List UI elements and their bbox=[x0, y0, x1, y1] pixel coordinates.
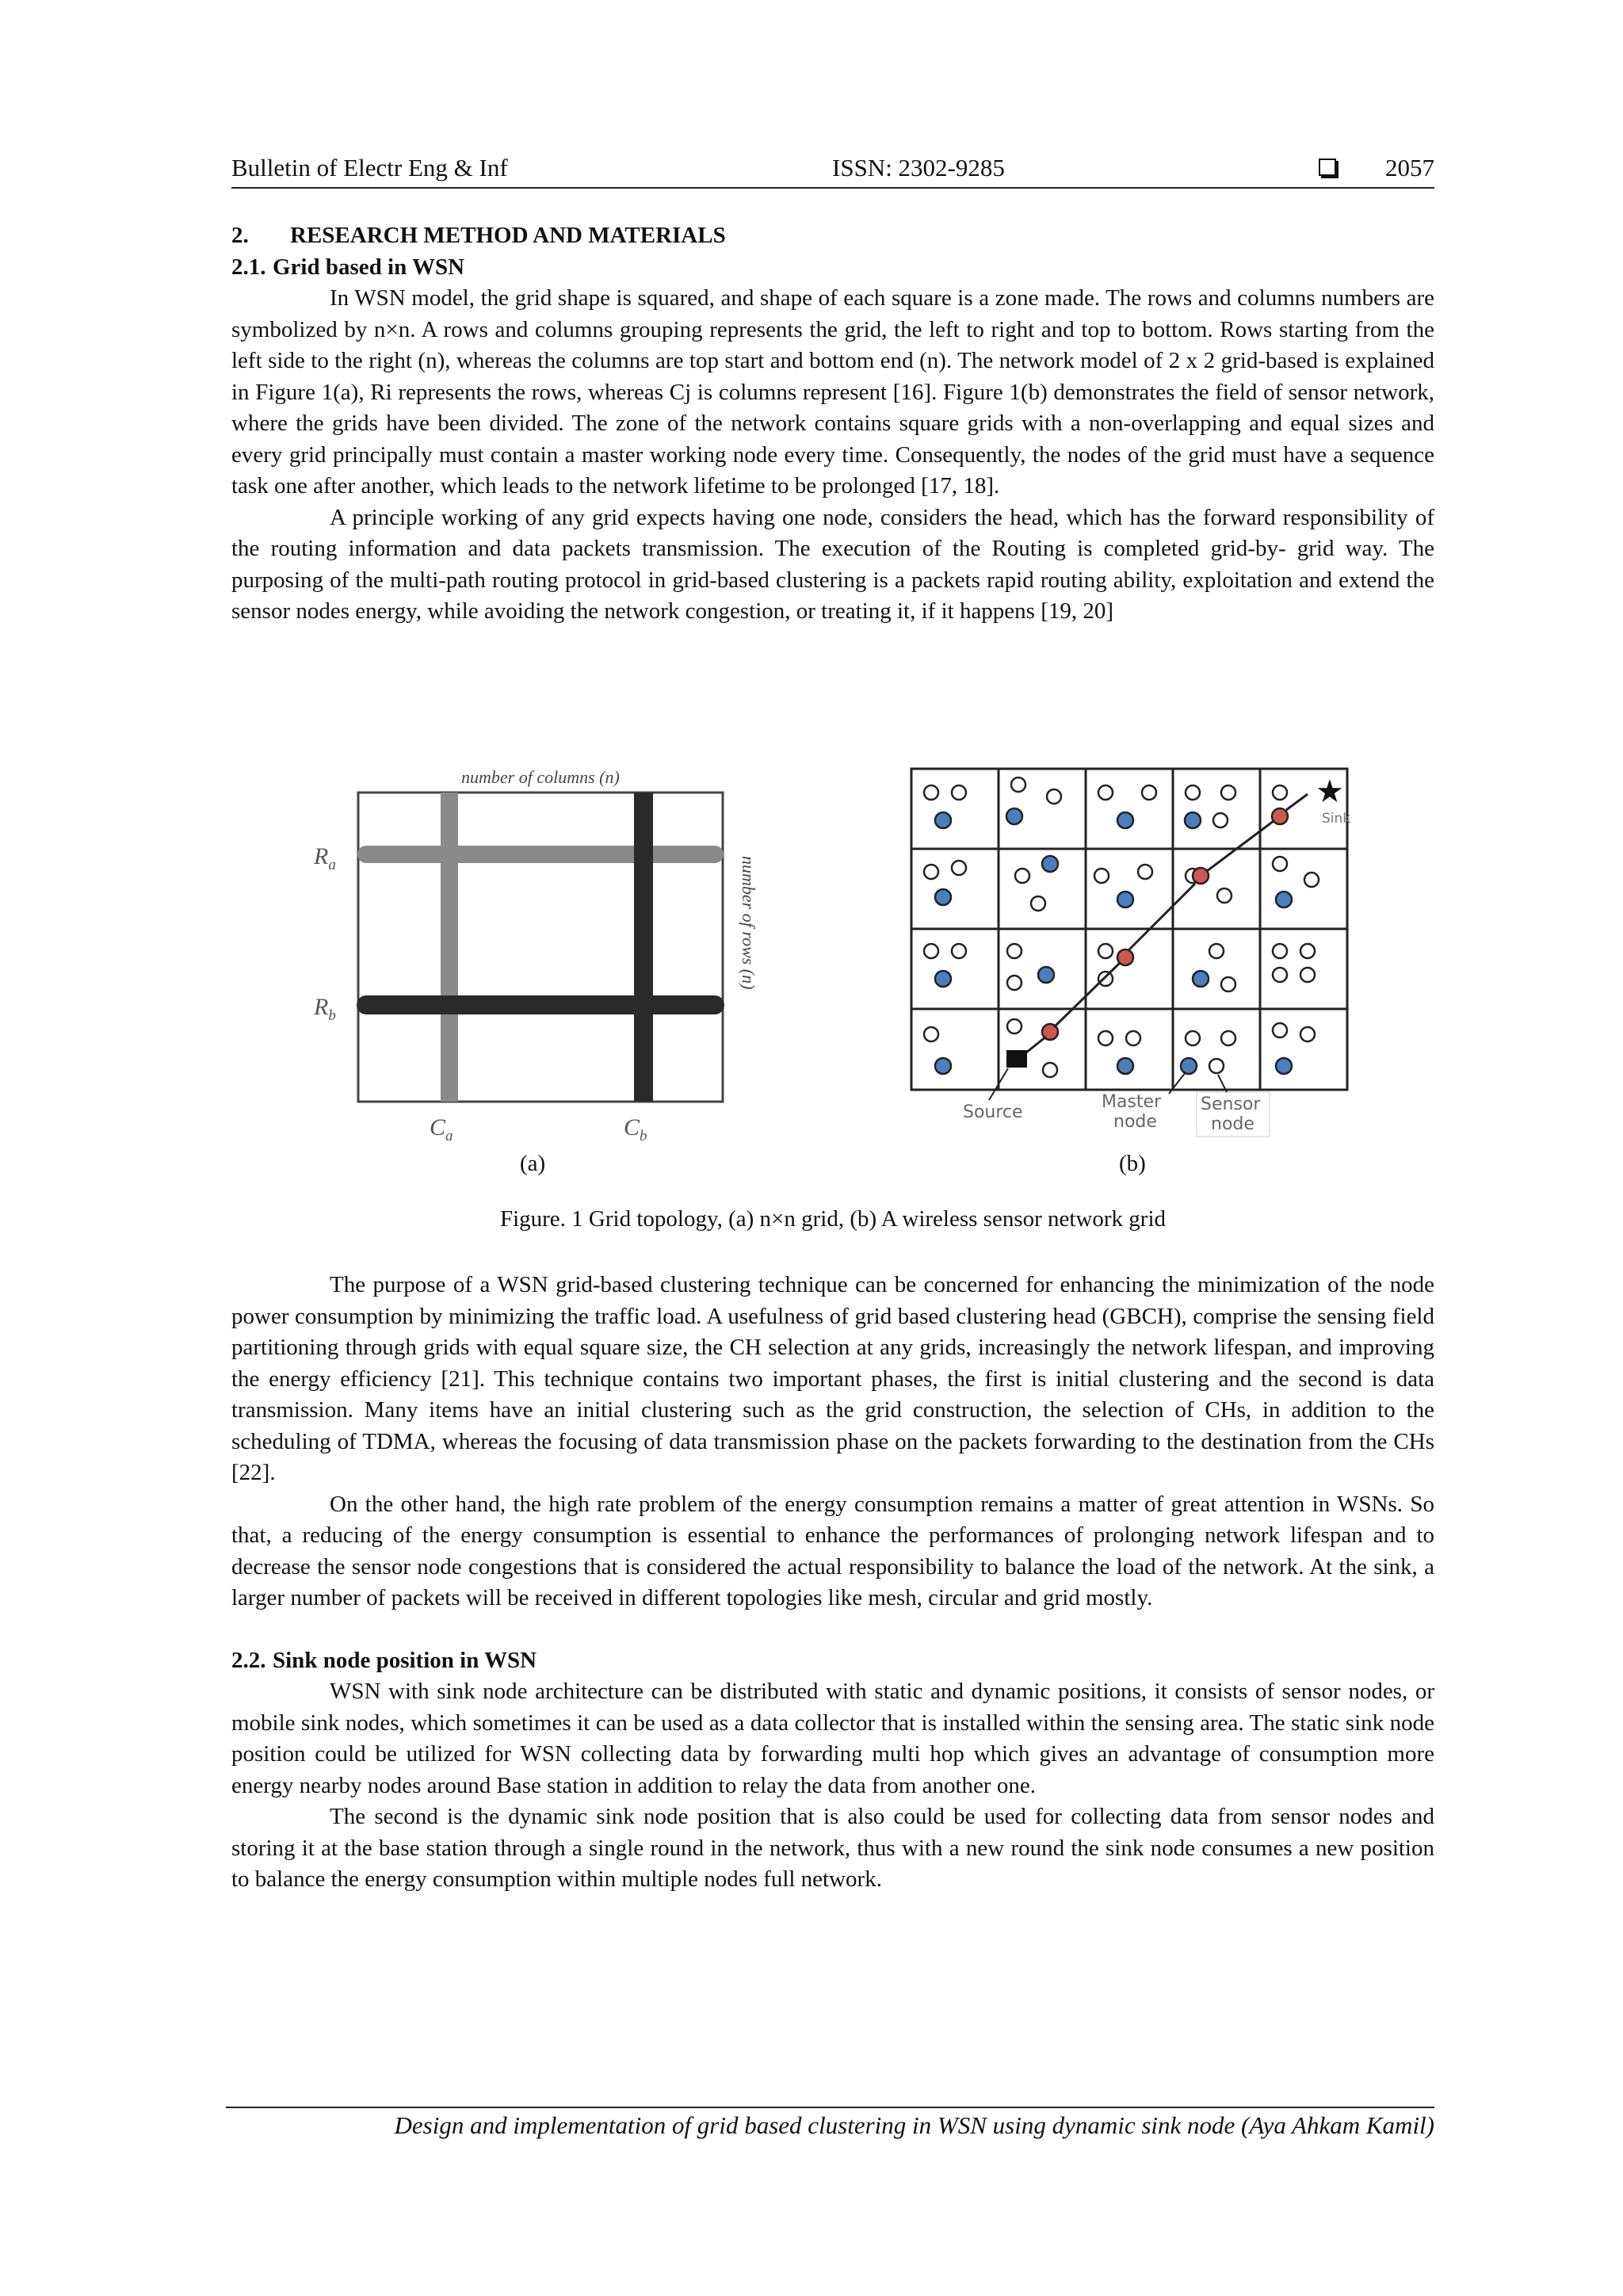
running-footer: Design and implementation of grid based clustering in WSN using dynamic sink node (Aya Ahkam Kamil) bbox=[394, 2111, 1434, 2139]
source-node bbox=[1006, 1050, 1027, 1068]
figure-1a-grid bbox=[303, 761, 794, 1144]
paragraph: The purpose of a WSN grid-based clustering technique can be concerned for enhancing the minimization of the node power consumption by minimizing the traffic load. A usefulness of grid based clustering head (GBCH), comprise the sensing field partitioning through grids with equal square size, the CH selection at any grids, increasingly the network lifespan, and improving the energy efficiency [21]. This technique contains two important phases, the first is initial clustering and the second is data transmission. Many items have an initial clustering such as the grid construction, the selection of CHs, in addition to the scheduling of TDMA, whereas the focusing of data transmission phase on the packets forwarding to the destination from the CHs [22]. bbox=[231, 1272, 1434, 1485]
square-icon bbox=[1319, 159, 1336, 176]
sensor-label-line1: Sensor bbox=[1201, 1095, 1261, 1114]
subsection-heading bbox=[231, 1645, 1434, 1677]
section-2-bottom bbox=[231, 1270, 1434, 1896]
figure-1a-label: (a) bbox=[520, 1151, 546, 1176]
grid-border bbox=[358, 793, 723, 1102]
source-label: Source bbox=[963, 1102, 1023, 1122]
paragraph: WSN with sink node architecture can be distributed with static and dynamic positions, it consists of sensor nodes, or mobile sink nodes, which sometimes it can be used as a data collector that is installed within the sensing area. The static sink node position could be utilized for WSN collecting data by forwarding multi hop which gives an advantage of consumption more energy nearby nodes around Base station in addition to relay the data from another one. bbox=[231, 1679, 1434, 1798]
section-2-top bbox=[231, 220, 1434, 628]
running-header bbox=[231, 152, 1434, 189]
columns-label: number of columns (n) bbox=[461, 767, 620, 787]
section-heading bbox=[231, 220, 1434, 252]
row-b-label: $R_b$ bbox=[314, 994, 336, 1024]
paragraph: In WSN model, the grid shape is squared, and shape of each square is a zone made. The rows and columns numbers are symbolized by n×n. A rows and columns grouping represents the grid, the left to right and top to bottom. Rows starting from the left side to the right (n), whereas the columns are top start and bottom end (n). The network model of 2 x 2 grid-based is explained in Figure 1(a), Ri represents the rows, whereas Cj is columns represent [16]. Figure 1(b) demonstrates the field of sensor network, where the grids have been divided. The zone of the network contains square grids with a non-overlapping and equal sizes and every grid principally must contain a master working node every time. Consequently, the nodes of the grid must have a sequence task one after another, which leads to the network lifetime to be prolonged [17, 18]. bbox=[231, 285, 1434, 499]
page-number: 2057 bbox=[1385, 154, 1434, 181]
column-b-label: $C_b$ bbox=[624, 1114, 647, 1144]
sink-label: Sink bbox=[1322, 811, 1351, 827]
row-a-label: $R_a$ bbox=[314, 843, 336, 873]
master-label-line1: Master bbox=[1102, 1092, 1162, 1112]
figure-caption: Figure. 1 Grid topology, (a) n×n grid, (b) A wireless sensor network grid bbox=[499, 1206, 1167, 1232]
rows-label: number of rows (n) bbox=[739, 856, 758, 990]
section-number: 2. bbox=[231, 223, 249, 248]
subsection-title: Sink node position in WSN bbox=[273, 1647, 537, 1673]
subsection-title: Grid based in WSN bbox=[273, 254, 465, 280]
paragraph: The second is the dynamic sink node position that is also could be used for collecting data from sensor nodes and storing it at the base station through a single round in the network, thus with a new round the sink node consumes a new position to balance the energy consumption within multiple nodes full network. bbox=[231, 1804, 1434, 1892]
footer-rule bbox=[226, 2107, 1434, 2108]
master-label-line2: node bbox=[1113, 1112, 1157, 1132]
section-title: RESEARCH METHOD AND MATERIALS bbox=[290, 223, 726, 248]
sink-star-icon: ★ bbox=[1316, 774, 1344, 810]
sensor-label-line2: node bbox=[1211, 1114, 1254, 1134]
column-a-label: $C_a$ bbox=[430, 1114, 453, 1144]
paragraph: A principle working of any grid expects having one node, considers the head, which has the forward responsibility of the routing information and data packets transmission. The execution of the Routing is completed grid-by- grid way. The purposing of the multi-path routing protocol in grid-based clustering is a packets rapid routing ability, exploitation and extend the sensor nodes energy, while avoiding the network congestion, or treating it, if it happens [19, 20] bbox=[231, 504, 1434, 624]
figure-1b-wsn-grid bbox=[896, 761, 1387, 1133]
subsection-number: 2.2. bbox=[231, 1647, 266, 1673]
issn: ISSN: 2302-9285 bbox=[832, 154, 1005, 181]
figure-1b-label: (b) bbox=[1119, 1151, 1146, 1176]
subsection-number: 2.1. bbox=[231, 254, 266, 280]
paragraph: On the other hand, the high rate problem of the energy consumption remains a matter of great attention in WSNs. So that, a reducing of the energy consumption is essential to enhance the performances of prolonging network lifespan and to decrease the sensor node congestions that is considered the actual responsibility to balance the load of the network. At the sink, a larger number of packets will be received in different topologies like mesh, circular and grid mostly. bbox=[231, 1491, 1434, 1610]
journal-name: Bulletin of Electr Eng & Inf bbox=[231, 154, 508, 181]
routing-path bbox=[1022, 794, 1308, 1056]
subsection-heading bbox=[231, 252, 1434, 284]
master-nodes bbox=[1042, 808, 1288, 1040]
